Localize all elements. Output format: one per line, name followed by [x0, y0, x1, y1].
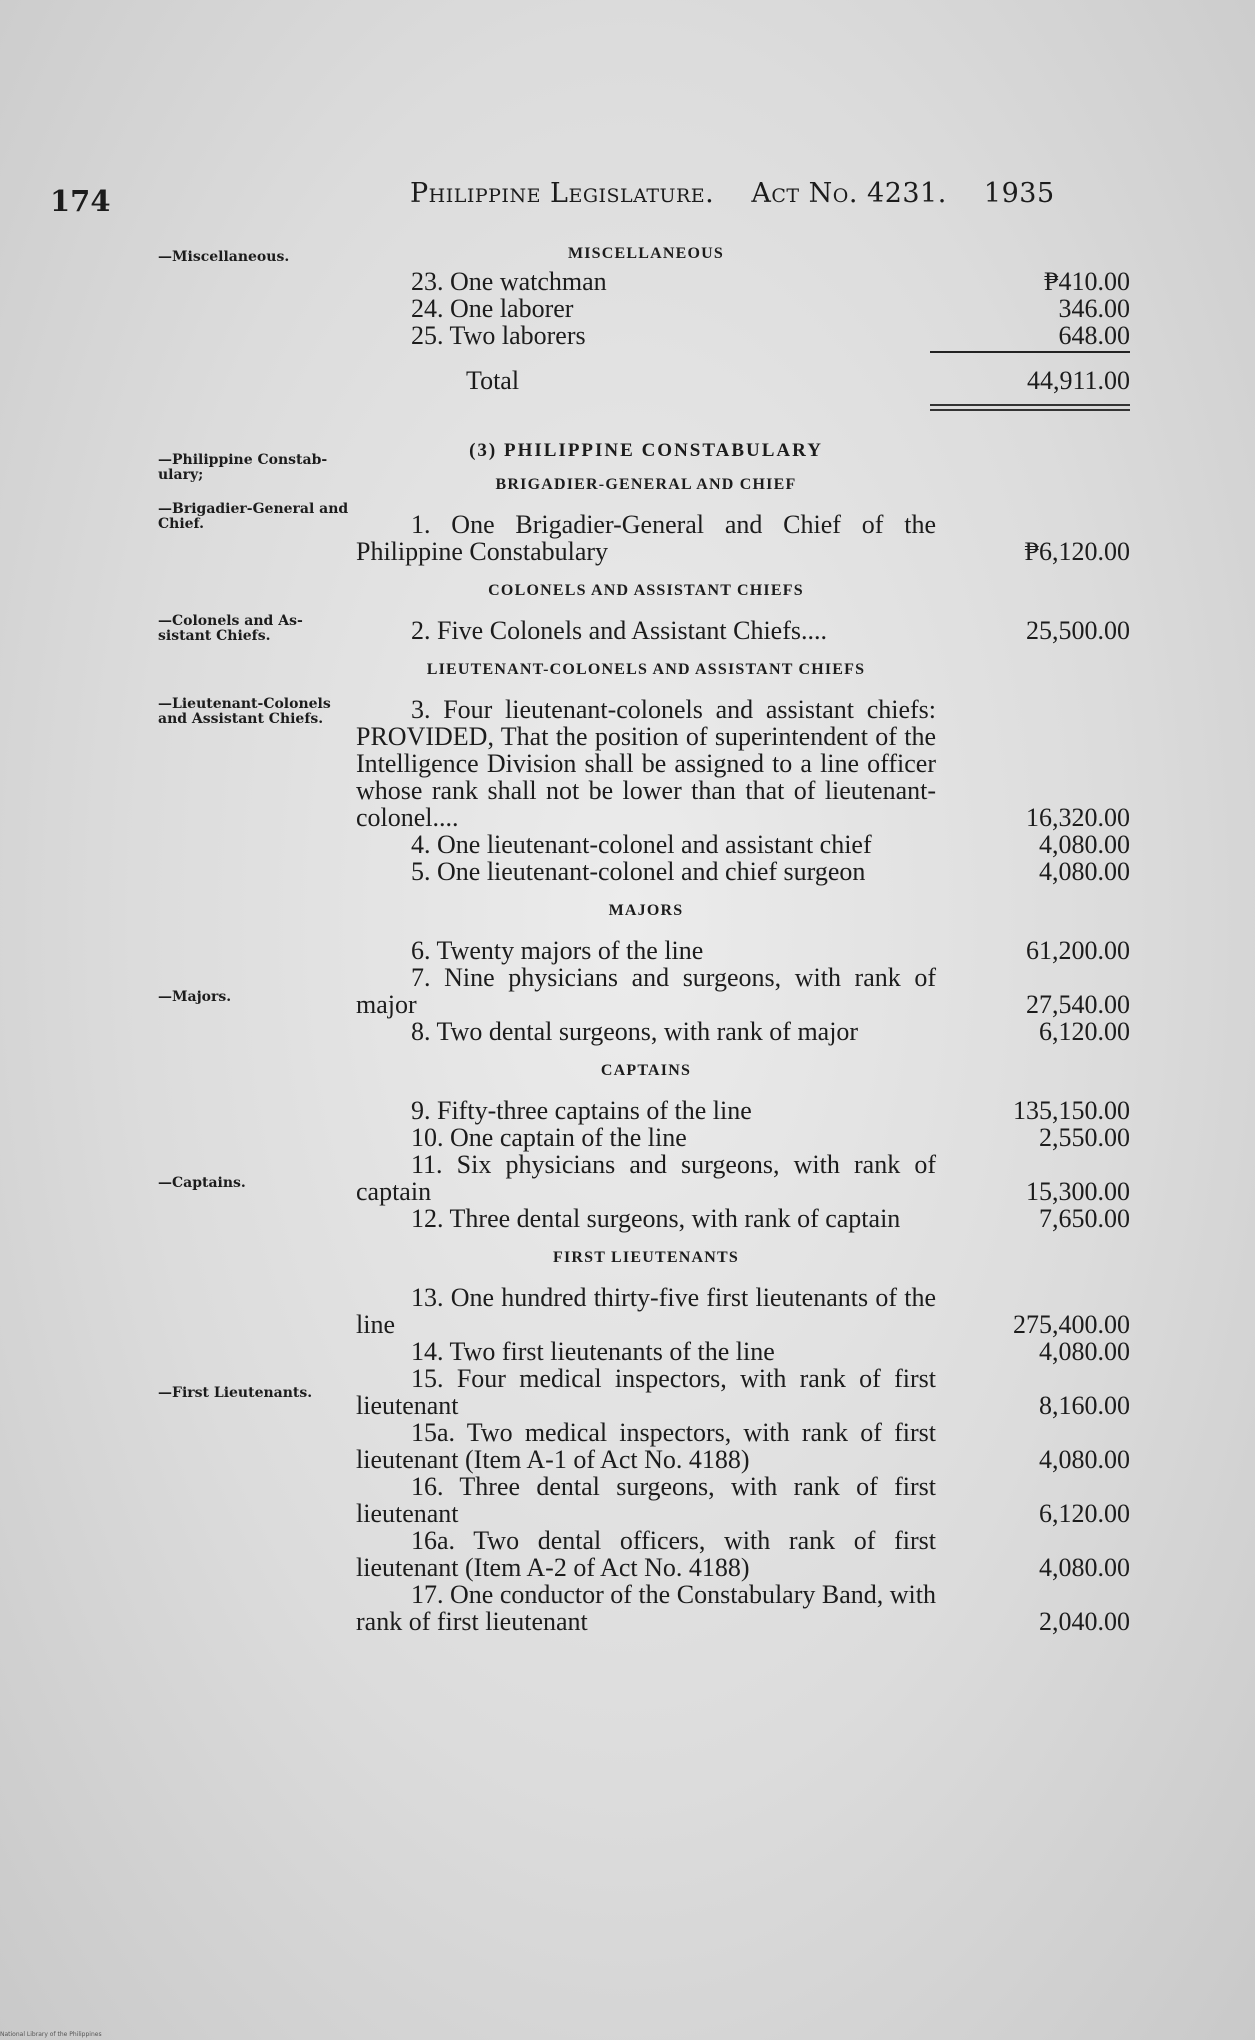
item-amount: 648.00: [1058, 321, 1130, 350]
line-item: [356, 511, 1140, 565]
line-item: [356, 1527, 1140, 1581]
item-amount: 2,550.00: [1039, 1123, 1130, 1152]
line-item: [356, 831, 1140, 858]
item-amount: 8,160.00: [1039, 1391, 1130, 1420]
margin-note: —First Lieutenants.: [158, 1385, 313, 1401]
item-amount: 346.00: [1058, 294, 1130, 323]
item-amount: 6,120.00: [1039, 1499, 1130, 1528]
item-amount: 25,500.00: [1026, 616, 1130, 645]
line-item: [356, 295, 1140, 322]
item-text: 23. One watchman: [411, 267, 607, 296]
total-rule: [930, 351, 1130, 353]
line-item: [356, 1151, 1140, 1205]
item-amount: 7,650.00: [1039, 1204, 1130, 1233]
item-text: 12. Three dental surgeons, with rank of captain: [411, 1204, 901, 1233]
line-item: [356, 1205, 1140, 1232]
total-label: Total: [466, 366, 520, 395]
item-text: 7. Nine physicians and surgeons, with rank of major: [356, 963, 936, 1019]
total-block: [356, 349, 1140, 419]
line-item: [356, 1018, 1140, 1045]
line-item: [356, 322, 1140, 349]
item-amount: ₱6,120.00: [1024, 537, 1130, 566]
item-text: 24. One laborer: [411, 294, 574, 323]
section-heading: (3) PHILIPPINE CONSTABULARY: [469, 440, 823, 461]
item-amount: 6,120.00: [1039, 1017, 1130, 1046]
line-item: [356, 1419, 1140, 1473]
margin-note: —Miscellaneous.: [158, 249, 290, 265]
item-text: 6. Twenty majors of the line: [411, 936, 704, 965]
item-text: 15. Four medical inspectors, with rank of first lieutenant: [356, 1364, 936, 1420]
section-heading: BRIGADIER-GENERAL AND CHIEF: [495, 476, 797, 493]
margin-note: —Majors.: [158, 989, 232, 1005]
item-text: 17. One conductor of the Constabulary Band, with rank of first lieutenant: [356, 1580, 936, 1636]
item-amount: 16,320.00: [1026, 803, 1130, 832]
section-heading: MISCELLANEOUS: [567, 245, 725, 262]
item-text: 14. Two first lieutenants of the line: [411, 1337, 775, 1366]
total-line: [356, 367, 1140, 394]
running-head-title: Philippine Legislature.: [410, 178, 715, 209]
item-amount: 4,080.00: [1039, 1337, 1130, 1366]
item-text: 5. One lieutenant-colonel and chief surgeon: [411, 857, 866, 886]
margin-note: —Philippine Constab- ulary;: [158, 452, 328, 483]
item-text: 2. Five Colonels and Assistant Chiefs....: [411, 616, 827, 645]
section-heading: LIEUTENANT-COLONELS AND ASSISTANT CHIEFS: [426, 661, 866, 678]
line-item: [356, 696, 1140, 831]
item-amount: 61,200.00: [1026, 936, 1130, 965]
item-text: 3. Four lieutenant-colonels and assistant chiefs: PROVIDED, That the position of superintendent of the Intelligence Division shall be assigned to a line officer whose rank shall not be lower than that of lieutenant-colonel....: [356, 695, 936, 832]
item-text: 9. Fifty-three captains of the line: [411, 1096, 752, 1125]
line-item: [356, 1097, 1140, 1124]
margin-note: —Captains.: [158, 1175, 246, 1191]
total-double-rule: [930, 409, 1130, 411]
item-text: 1. One Brigadier-General and Chief of the Philippine Constabulary: [356, 510, 936, 566]
item-text: 10. One captain of the line: [411, 1123, 687, 1152]
section-heading: COLONELS AND ASSISTANT CHIEFS: [488, 582, 804, 599]
item-amount: 4,080.00: [1039, 1445, 1130, 1474]
item-amount: 135,150.00: [1013, 1096, 1130, 1125]
page-number: 174: [50, 184, 111, 218]
line-item: [356, 1338, 1140, 1365]
item-text: 11. Six physicians and surgeons, with rank of captain: [356, 1150, 936, 1206]
line-item: [356, 964, 1140, 1018]
item-text: 4. One lieutenant-colonel and assistant chief: [411, 830, 872, 859]
line-item: [356, 1284, 1140, 1338]
item-amount: 27,540.00: [1026, 990, 1130, 1019]
total-double-rule: [930, 404, 1130, 406]
scan-footer: National Library of the Philippines: [0, 2031, 102, 2038]
item-amount: 4,080.00: [1039, 830, 1130, 859]
item-text: 8. Two dental surgeons, with rank of major: [411, 1017, 859, 1046]
item-amount: ₱410.00: [1044, 267, 1130, 296]
margin-note: —Brigadier-General and Chief.: [158, 501, 349, 532]
item-text: 16a. Two dental officers, with rank of first lieutenant (Item A-2 of Act No. 4188): [356, 1526, 936, 1582]
item-text: 25. Two laborers: [411, 321, 586, 350]
section-heading: MAJORS: [608, 902, 684, 919]
appropriation-body: [356, 240, 1140, 1635]
line-item: [356, 1581, 1140, 1635]
line-item: [356, 858, 1140, 885]
margin-note: —Colonels and As- sistant Chiefs.: [158, 613, 303, 644]
item-text: 16. Three dental surgeons, with rank of first lieutenant: [356, 1472, 936, 1528]
line-item: [356, 268, 1140, 295]
item-amount: 15,300.00: [1026, 1177, 1130, 1206]
line-item: [356, 937, 1140, 964]
item-text: 13. One hundred thirty-five first lieutenants of the line: [356, 1283, 936, 1339]
running-head-year: 1935: [983, 178, 1055, 209]
margin-note: —Lieutenant-Colonels and Assistant Chiefs.: [158, 696, 331, 727]
section-heading: CAPTAINS: [600, 1062, 692, 1079]
line-item: [356, 1124, 1140, 1151]
section-heading: FIRST LIEUTENANTS: [553, 1249, 739, 1266]
running-head-act: Act No. 4231.: [751, 178, 947, 209]
total-amount: 44,911.00: [1026, 366, 1130, 395]
running-head: [410, 178, 1083, 209]
item-amount: 4,080.00: [1039, 857, 1130, 886]
item-amount: 4,080.00: [1039, 1553, 1130, 1582]
line-item: [356, 1473, 1140, 1527]
item-amount: 2,040.00: [1039, 1607, 1130, 1636]
line-item: [356, 617, 1140, 644]
line-item: [356, 1365, 1140, 1419]
item-amount: 275,400.00: [1013, 1310, 1130, 1339]
item-text: 15a. Two medical inspectors, with rank of first lieutenant (Item A-1 of Act No. 4188): [356, 1418, 936, 1474]
